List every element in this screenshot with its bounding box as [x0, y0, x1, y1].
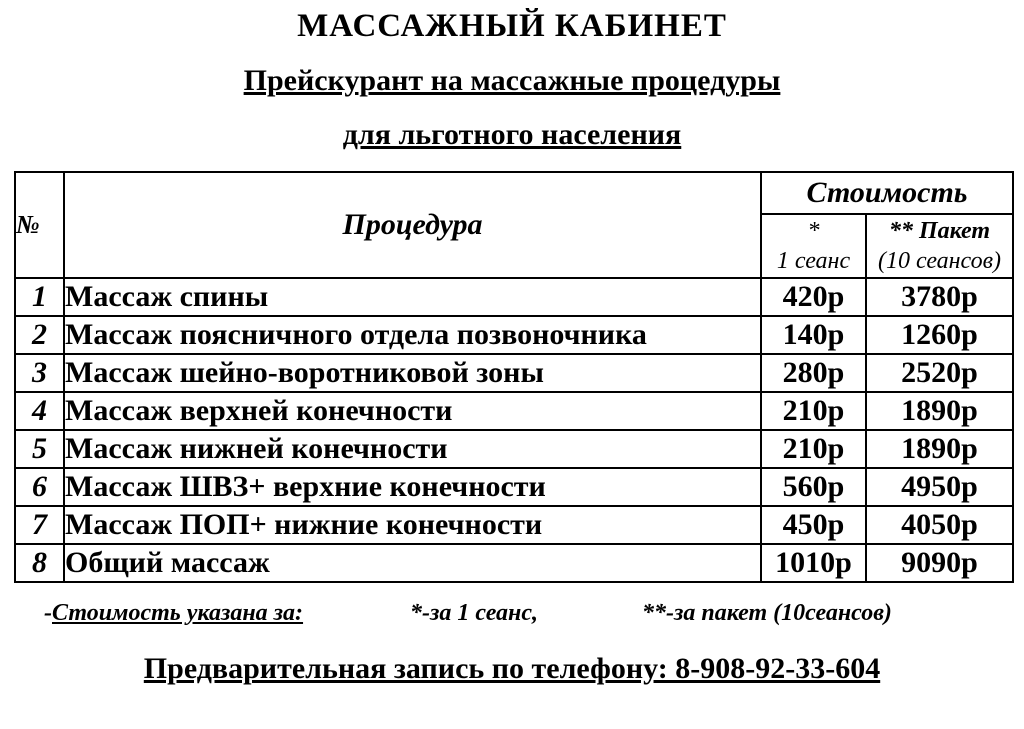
subtitle-line-2: для льготного населения — [342, 118, 682, 151]
column-header-package — [866, 214, 1013, 278]
row-number: 7 — [15, 506, 64, 544]
procedure-name: Массаж спины — [64, 278, 761, 316]
column-header-procedure: Процедура — [64, 172, 761, 278]
row-number: 3 — [15, 354, 64, 392]
price-session: 450р — [761, 506, 866, 544]
price-package: 3780р — [866, 278, 1013, 316]
package-label: (10 сеансов) — [877, 248, 1002, 274]
procedure-name: Массаж ШВЗ+ верхние конечности — [64, 468, 761, 506]
table-row — [15, 506, 1013, 544]
price-session: 140р — [761, 316, 866, 354]
subtitle-line-1: Прейскурант на массажные процедуры — [243, 64, 781, 97]
procedure-name: Массаж шейно-воротниковой зоны — [64, 354, 761, 392]
price-session: 210р — [761, 430, 866, 468]
column-header-session — [761, 214, 866, 278]
table-row — [15, 354, 1013, 392]
session-label: 1 сеанс — [776, 248, 851, 274]
price-session: 1010р — [761, 544, 866, 582]
footnote-session: *-за 1 сеанс, — [410, 600, 539, 626]
contact-phone: Предварительная запись по телефону: 8-908-92-33-604 — [143, 652, 881, 685]
row-number: 1 — [15, 278, 64, 316]
footnote-label: Стоимость указана за: — [52, 600, 304, 626]
price-package: 1890р — [866, 430, 1013, 468]
session-mark: * — [807, 218, 820, 244]
page-title: МАССАЖНЫЙ КАБИНЕТ — [297, 8, 727, 44]
procedure-name: Массаж ПОП+ нижние конечности — [64, 506, 761, 544]
table-row — [15, 544, 1013, 582]
row-number: 4 — [15, 392, 64, 430]
procedure-name: Массаж нижней конечности — [64, 430, 761, 468]
table-row — [15, 430, 1013, 468]
price-session: 210р — [761, 392, 866, 430]
price-session: 420р — [761, 278, 866, 316]
procedure-name: Массаж верхней конечности — [64, 392, 761, 430]
table-row — [15, 392, 1013, 430]
table-row — [15, 316, 1013, 354]
price-package: 4050р — [866, 506, 1013, 544]
price-table — [14, 171, 1014, 583]
row-number: 6 — [15, 468, 64, 506]
row-number: 2 — [15, 316, 64, 354]
price-package: 4950р — [866, 468, 1013, 506]
price-session: 280р — [761, 354, 866, 392]
procedure-name: Общий массаж — [64, 544, 761, 582]
row-number: 8 — [15, 544, 64, 582]
package-mark: ** Пакет — [888, 218, 991, 244]
price-package: 1890р — [866, 392, 1013, 430]
price-session: 560р — [761, 468, 866, 506]
table-header-row — [15, 172, 1013, 214]
column-header-cost: Стоимость — [761, 172, 1013, 214]
procedure-name: Массаж поясничного отдела позвоночника — [64, 316, 761, 354]
footnote-package: **-за пакет (10сеансов) — [642, 600, 892, 626]
row-number: 5 — [15, 430, 64, 468]
table-row — [15, 468, 1013, 506]
column-header-number: № — [15, 172, 64, 278]
footnote-dash: - — [44, 600, 52, 626]
price-package: 9090р — [866, 544, 1013, 582]
price-package: 1260р — [866, 316, 1013, 354]
price-package: 2520р — [866, 354, 1013, 392]
table-row — [15, 278, 1013, 316]
footnote — [44, 600, 1004, 627]
